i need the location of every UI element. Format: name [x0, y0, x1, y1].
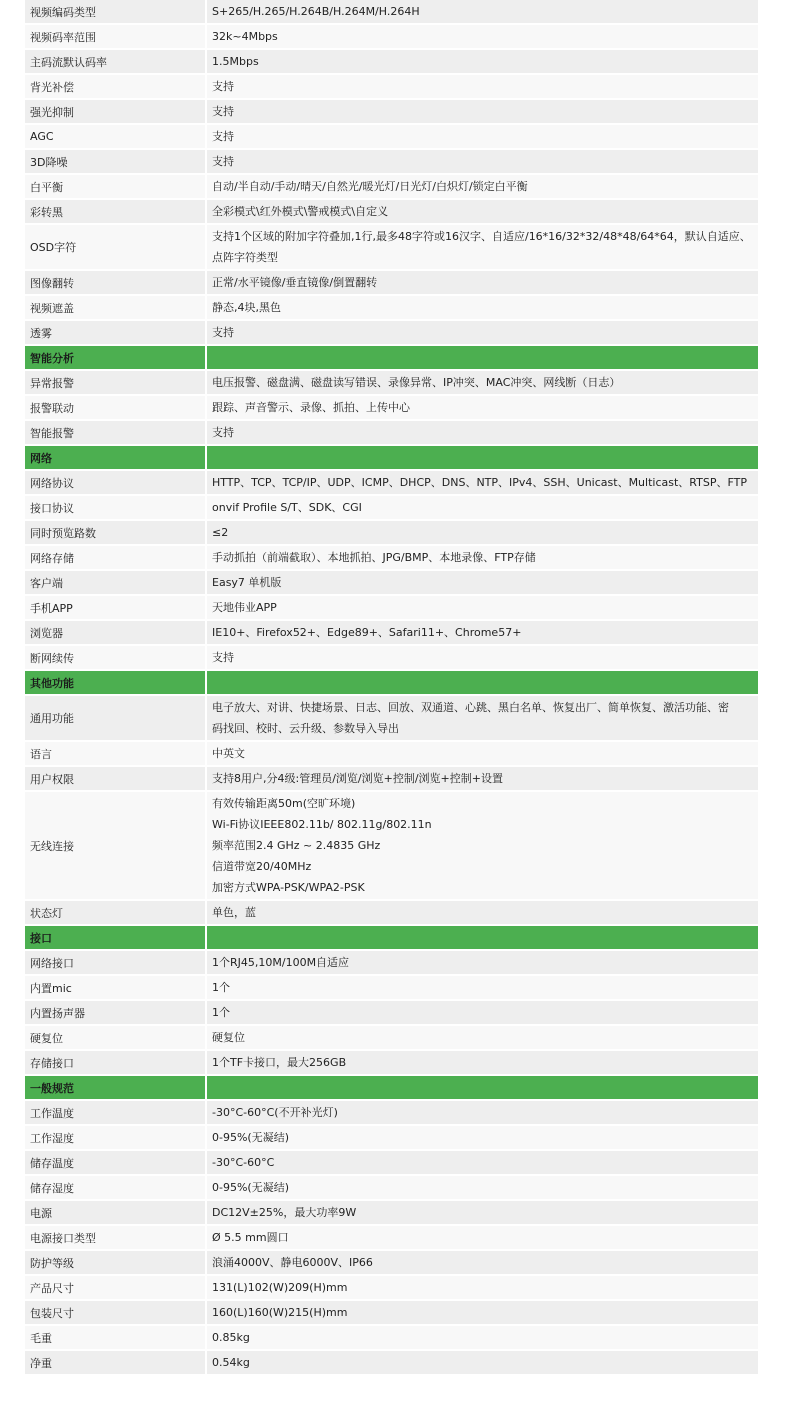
spec-value-line: ≤2 [212, 526, 229, 539]
spec-label: 3D降噪 [25, 150, 207, 173]
spec-label: 透雾 [25, 321, 207, 344]
spec-value [207, 371, 758, 394]
spec-label: 内置mic [25, 976, 207, 999]
spec-row [25, 596, 758, 621]
spec-value [207, 50, 758, 73]
spec-row [25, 1026, 758, 1051]
spec-value [207, 175, 758, 198]
spec-row [25, 646, 758, 671]
spec-label: 储存温度 [25, 1151, 207, 1174]
spec-row [25, 496, 758, 521]
spec-row [25, 25, 758, 50]
spec-row [25, 125, 758, 150]
spec-value-line: 0-95%(无凝结) [212, 1131, 289, 1144]
spec-value-line: S+265/H.265/H.264B/H.264M/H.264H [212, 5, 420, 18]
spec-value-line: 支持 [212, 426, 234, 439]
spec-value-line: 手动抓拍（前端截取）、本地抓拍、JPG/BMP、本地录像、FTP存储 [212, 551, 536, 564]
spec-label: 主码流默认码率 [25, 50, 207, 73]
spec-value [207, 901, 758, 924]
spec-label: 背光补偿 [25, 75, 207, 98]
spec-value [207, 396, 758, 419]
spec-value-line: DC12V±25%，最大功率9W [212, 1206, 357, 1219]
spec-value-line: 131(L)102(W)209(H)mm [212, 1281, 348, 1294]
spec-value [207, 1101, 758, 1124]
spec-row [25, 50, 758, 75]
section-filler [207, 1076, 758, 1099]
spec-row [25, 1251, 758, 1276]
section-filler [207, 671, 758, 694]
spec-value [207, 742, 758, 765]
spec-value-line: 自动/半自动/手动/晴天/自然光/暖光灯/日光灯/白炽灯/锁定白平衡 [212, 180, 528, 193]
spec-value [207, 1126, 758, 1149]
section-header-row [25, 671, 758, 696]
spec-label: 智能报警 [25, 421, 207, 444]
spec-value [207, 1051, 758, 1074]
spec-value-line: 支持 [212, 80, 234, 93]
spec-row [25, 792, 758, 901]
spec-value [207, 471, 758, 494]
spec-row [25, 175, 758, 200]
section-header-row [25, 926, 758, 951]
spec-label: 彩转黑 [25, 200, 207, 223]
spec-value-line: onvif Profile S/T、SDK、CGI [212, 501, 362, 514]
spec-label: AGC [25, 125, 207, 148]
spec-table [25, 0, 758, 1376]
spec-value-line: 有效传输距离50m(空旷环境) [212, 797, 356, 810]
spec-value [207, 125, 758, 148]
spec-label: 视频遮盖 [25, 296, 207, 319]
spec-value [207, 496, 758, 519]
spec-row [25, 546, 758, 571]
spec-label: 异常报警 [25, 371, 207, 394]
spec-label: 工作湿度 [25, 1126, 207, 1149]
spec-value-line: 支持 [212, 155, 234, 168]
spec-value [207, 0, 758, 23]
spec-label: 网络协议 [25, 471, 207, 494]
spec-row [25, 0, 758, 25]
spec-label: 工作温度 [25, 1101, 207, 1124]
spec-value-line: -30°C-60°C(不开补光灯) [212, 1106, 338, 1119]
section-title: 接口 [25, 926, 207, 949]
spec-value-line: 1.5Mbps [212, 55, 259, 68]
spec-value-line: 电子放大、对讲、快捷场景、日志、回放、双通道、心跳、黑白名单、恢复出厂、简单恢复、激活功能、密 [212, 701, 729, 714]
spec-row [25, 976, 758, 1001]
spec-value-line: HTTP、TCP、TCP/IP、UDP、ICMP、DHCP、DNS、NTP、IPv4、SSH、Unicast、Multicast、RTSP、FTP [212, 476, 747, 489]
spec-value-line: 加密方式WPA-PSK/WPA2-PSK [212, 881, 365, 894]
spec-label: 断网续传 [25, 646, 207, 669]
spec-label: 储存湿度 [25, 1176, 207, 1199]
spec-label: 无线连接 [25, 792, 207, 899]
spec-value-line: 天地伟业APP [212, 601, 277, 614]
spec-value-line: Easy7 单机版 [212, 576, 282, 589]
spec-label: 语言 [25, 742, 207, 765]
spec-row [25, 621, 758, 646]
spec-label: 同时预览路数 [25, 521, 207, 544]
section-header-row [25, 446, 758, 471]
spec-value [207, 596, 758, 619]
spec-label: 网络存储 [25, 546, 207, 569]
spec-row [25, 75, 758, 100]
spec-value-line: 支持 [212, 326, 234, 339]
spec-value [207, 25, 758, 48]
spec-row [25, 1051, 758, 1076]
spec-value [207, 767, 758, 790]
spec-value [207, 75, 758, 98]
spec-row [25, 225, 758, 271]
spec-label: 防护等级 [25, 1251, 207, 1274]
spec-value [207, 1326, 758, 1349]
spec-value [207, 1301, 758, 1324]
spec-label: 硬复位 [25, 1026, 207, 1049]
spec-value [207, 1176, 758, 1199]
section-title: 智能分析 [25, 346, 207, 369]
spec-row [25, 100, 758, 125]
spec-value [207, 200, 758, 223]
spec-row [25, 1176, 758, 1201]
spec-label: 存储接口 [25, 1051, 207, 1074]
spec-value [207, 296, 758, 319]
spec-value-line: 单色，蓝 [212, 906, 256, 919]
spec-label: OSD字符 [25, 225, 207, 269]
spec-row [25, 1101, 758, 1126]
spec-value-line: 32k~4Mbps [212, 30, 278, 43]
spec-value-line: 支持 [212, 651, 234, 664]
spec-label: 电源 [25, 1201, 207, 1224]
spec-value-line: 0.54kg [212, 1356, 250, 1369]
spec-value [207, 421, 758, 444]
spec-label: 毛重 [25, 1326, 207, 1349]
spec-value [207, 646, 758, 669]
spec-row [25, 571, 758, 596]
spec-value-line: 电压报警、磁盘满、磁盘读写错误、录像异常、IP冲突、MAC冲突、网线断（日志） [212, 376, 621, 389]
spec-row [25, 696, 758, 742]
spec-row [25, 1126, 758, 1151]
spec-label: 视频码率范围 [25, 25, 207, 48]
spec-row [25, 371, 758, 396]
section-title: 网络 [25, 446, 207, 469]
spec-value-line: 信道带宽20/40MHz [212, 860, 312, 873]
spec-value [207, 976, 758, 999]
section-title: 一般规范 [25, 1076, 207, 1099]
spec-value-line: 1个TF卡接口，最大256GB [212, 1056, 347, 1069]
section-header-row [25, 1076, 758, 1101]
section-title: 其他功能 [25, 671, 207, 694]
spec-row [25, 1201, 758, 1226]
spec-value [207, 621, 758, 644]
spec-value-line: 正常/水平镜像/垂直镜像/倒置翻转 [212, 276, 378, 289]
spec-label: 电源接口类型 [25, 1226, 207, 1249]
section-filler [207, 346, 758, 369]
spec-value-line: 支持1个区域的附加字符叠加,1行,最多48字符或16汉字、自适应/16*16/32*32/48*48/64*64，默认自适应、 [212, 230, 751, 243]
spec-label: 图像翻转 [25, 271, 207, 294]
spec-value-line: 全彩模式\红外模式\警戒模式\自定义 [212, 205, 389, 218]
section-filler [207, 446, 758, 469]
spec-row [25, 742, 758, 767]
spec-value [207, 321, 758, 344]
spec-value [207, 225, 758, 269]
spec-label: 通用功能 [25, 696, 207, 740]
spec-row [25, 1351, 758, 1376]
spec-label: 手机APP [25, 596, 207, 619]
spec-value-line: 码找回、校时、云升级、参数导入导出 [212, 722, 399, 735]
spec-row [25, 150, 758, 175]
spec-value-line: Wi-Fi协议IEEE802.11b/ 802.11g/802.11n [212, 818, 432, 831]
spec-row [25, 951, 758, 976]
spec-label: 净重 [25, 1351, 207, 1374]
spec-value-line: 1个RJ45,10M/100M自适应 [212, 956, 350, 969]
spec-value-line: 浪涌4000V、静电6000V、IP66 [212, 1256, 373, 1269]
spec-label: 白平衡 [25, 175, 207, 198]
spec-label: 状态灯 [25, 901, 207, 924]
spec-value [207, 100, 758, 123]
spec-value [207, 521, 758, 544]
spec-row [25, 901, 758, 926]
spec-value [207, 546, 758, 569]
spec-value [207, 1276, 758, 1299]
spec-value-line: 支持8用户,分4级:管理员/浏览/浏览+控制/浏览+控制+设置 [212, 772, 503, 785]
spec-label: 用户权限 [25, 767, 207, 790]
spec-label: 产品尺寸 [25, 1276, 207, 1299]
section-filler [207, 926, 758, 949]
spec-value-line: Ø 5.5 mm圆口 [212, 1231, 289, 1244]
spec-row [25, 296, 758, 321]
spec-row [25, 1226, 758, 1251]
spec-value-line: 0.85kg [212, 1331, 250, 1344]
spec-value-line: 点阵字符类型 [212, 251, 278, 264]
spec-value-line: 跟踪、声音警示、录像、抓拍、上传中心 [212, 401, 410, 414]
spec-row [25, 200, 758, 225]
spec-value [207, 792, 758, 899]
spec-label: 接口协议 [25, 496, 207, 519]
spec-value-line: -30°C-60°C [212, 1156, 275, 1169]
spec-value-line: 静态,4块,黑色 [212, 301, 281, 314]
spec-value [207, 571, 758, 594]
spec-value [207, 1151, 758, 1174]
spec-label: 网络接口 [25, 951, 207, 974]
spec-value [207, 696, 758, 740]
spec-value-line: 频率范围2.4 GHz ~ 2.4835 GHz [212, 839, 381, 852]
spec-value-line: IE10+、Firefox52+、Edge89+、Safari11+、Chrome57+ [212, 626, 522, 639]
spec-row [25, 396, 758, 421]
spec-row [25, 1151, 758, 1176]
spec-label: 视频编码类型 [25, 0, 207, 23]
spec-value [207, 951, 758, 974]
spec-label: 包装尺寸 [25, 1301, 207, 1324]
spec-value [207, 1201, 758, 1224]
spec-value [207, 271, 758, 294]
spec-row [25, 1276, 758, 1301]
spec-value [207, 1026, 758, 1049]
spec-row [25, 1301, 758, 1326]
spec-row [25, 271, 758, 296]
spec-value [207, 1351, 758, 1374]
spec-row [25, 1326, 758, 1351]
spec-row [25, 471, 758, 496]
spec-row [25, 1001, 758, 1026]
spec-row [25, 321, 758, 346]
spec-value-line: 1个 [212, 981, 230, 994]
spec-value-line: 支持 [212, 105, 234, 118]
spec-row [25, 421, 758, 446]
spec-value-line: 1个 [212, 1006, 230, 1019]
spec-value [207, 1226, 758, 1249]
spec-row [25, 521, 758, 546]
spec-value-line: 支持 [212, 130, 234, 143]
spec-label: 内置扬声器 [25, 1001, 207, 1024]
spec-label: 报警联动 [25, 396, 207, 419]
spec-value-line: 160(L)160(W)215(H)mm [212, 1306, 348, 1319]
spec-value [207, 150, 758, 173]
spec-label: 客户端 [25, 571, 207, 594]
spec-row [25, 767, 758, 792]
spec-value-line: 中英文 [212, 747, 245, 760]
spec-label: 强光抑制 [25, 100, 207, 123]
spec-value [207, 1251, 758, 1274]
section-header-row [25, 346, 758, 371]
spec-value [207, 1001, 758, 1024]
spec-value-line: 0-95%(无凝结) [212, 1181, 289, 1194]
spec-value-line: 硬复位 [212, 1031, 245, 1044]
spec-label: 浏览器 [25, 621, 207, 644]
